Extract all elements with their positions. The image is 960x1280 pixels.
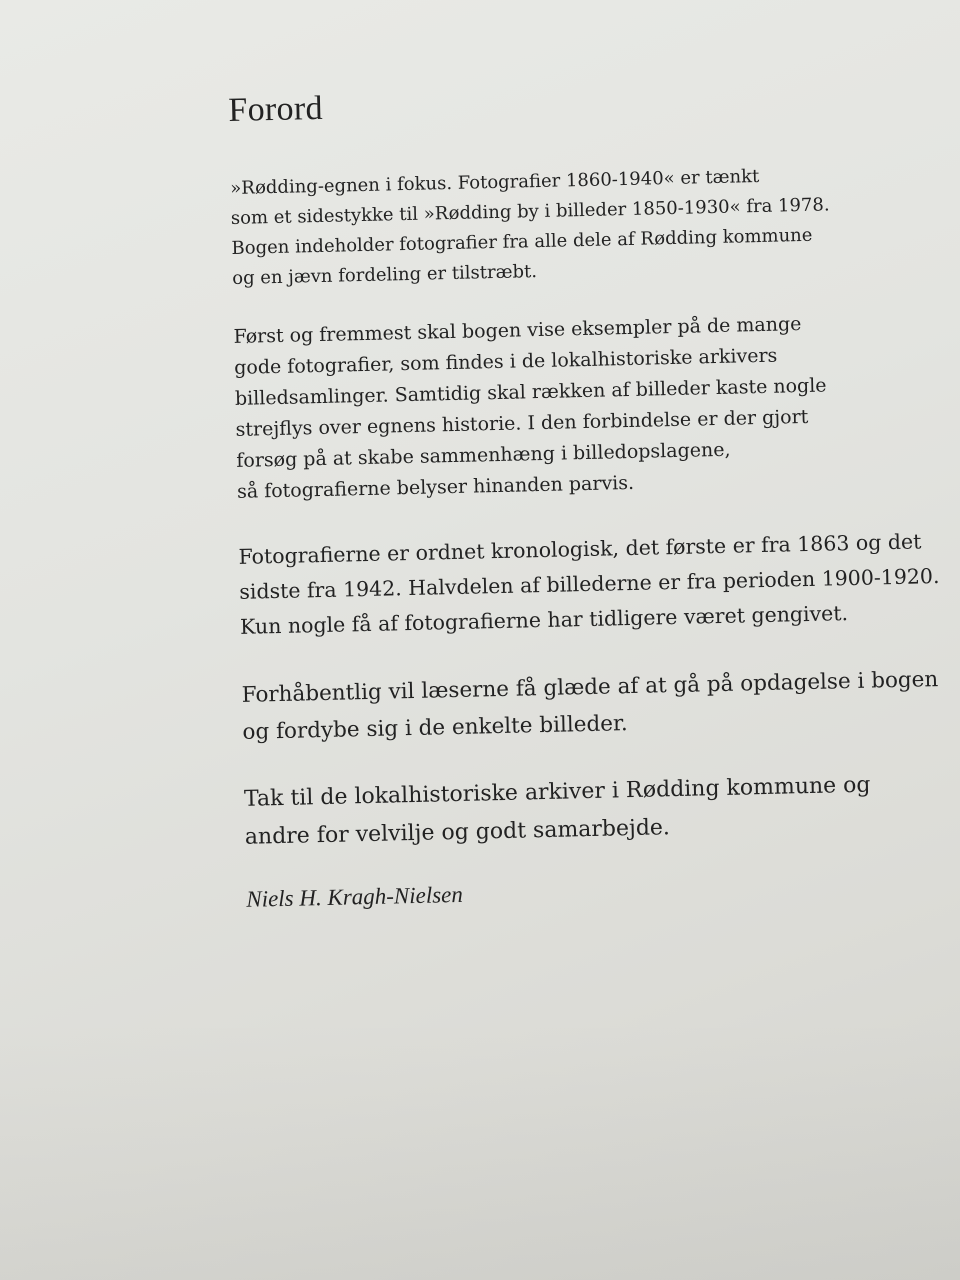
text-line: som et sidestykke til »Rødding by i billeder 1850-1930« fra 1978. <box>230 194 830 229</box>
paragraph-purpose <box>233 306 937 508</box>
text-line: andre for velvilje og godt samarbejde. <box>244 815 671 850</box>
text-line: forsøg på at skabe sammenhæng i billedopslagene, <box>236 438 731 472</box>
paragraph-hope <box>241 661 942 751</box>
text-line: Kun nogle få af fotografierne har tidligere været gengivet. <box>239 601 849 639</box>
text-line: Fotografierne er ordnet kronologisk, det første er fra 1863 og det <box>238 529 922 569</box>
text-line: gode fotografier, som findes i de lokalhistoriske arkivers <box>234 344 778 379</box>
page-title: Forord <box>228 89 324 129</box>
page-content <box>228 76 946 913</box>
paragraph-chronology <box>238 524 940 645</box>
text-line: Forhåbentlig vil læserne få glæde af at gå på opdagelse i bogen <box>241 667 939 708</box>
text-line: »Rødding-egnen i fokus. Fotografier 1860-1940« er tænkt <box>229 165 760 199</box>
text-line: Først og fremmest skal bogen vise eksempler på de mange <box>233 313 802 348</box>
paragraph-thanks <box>244 765 946 857</box>
text-line: Tak til de lokalhistoriske arkiver i Rødding kommune og <box>243 772 871 812</box>
text-line: og fordybe sig i de enkelte billeder. <box>242 711 628 745</box>
text-line: sidste fra 1942. Halvdelen af billederne er fra perioden 1900-1920. <box>239 563 940 604</box>
text-line: Bogen indeholder fotografier fra alle dele af Rødding kommune <box>231 224 813 259</box>
paragraph-intro <box>230 158 933 294</box>
text-line: så fotografierne belyser hinanden parvis. <box>236 471 635 503</box>
text-line: og en jævn fordeling er tilstræbt. <box>231 261 538 289</box>
author-signature: Niels H. Kragh-Nielsen <box>246 881 464 912</box>
page-shadow <box>0 1020 960 1280</box>
text-line: strejflys over egnens historie. I den forbindelse er der gjort <box>235 405 809 441</box>
text-line: billedsamlinger. Samtidig skal rækken af billeder kaste nogle <box>234 374 827 410</box>
